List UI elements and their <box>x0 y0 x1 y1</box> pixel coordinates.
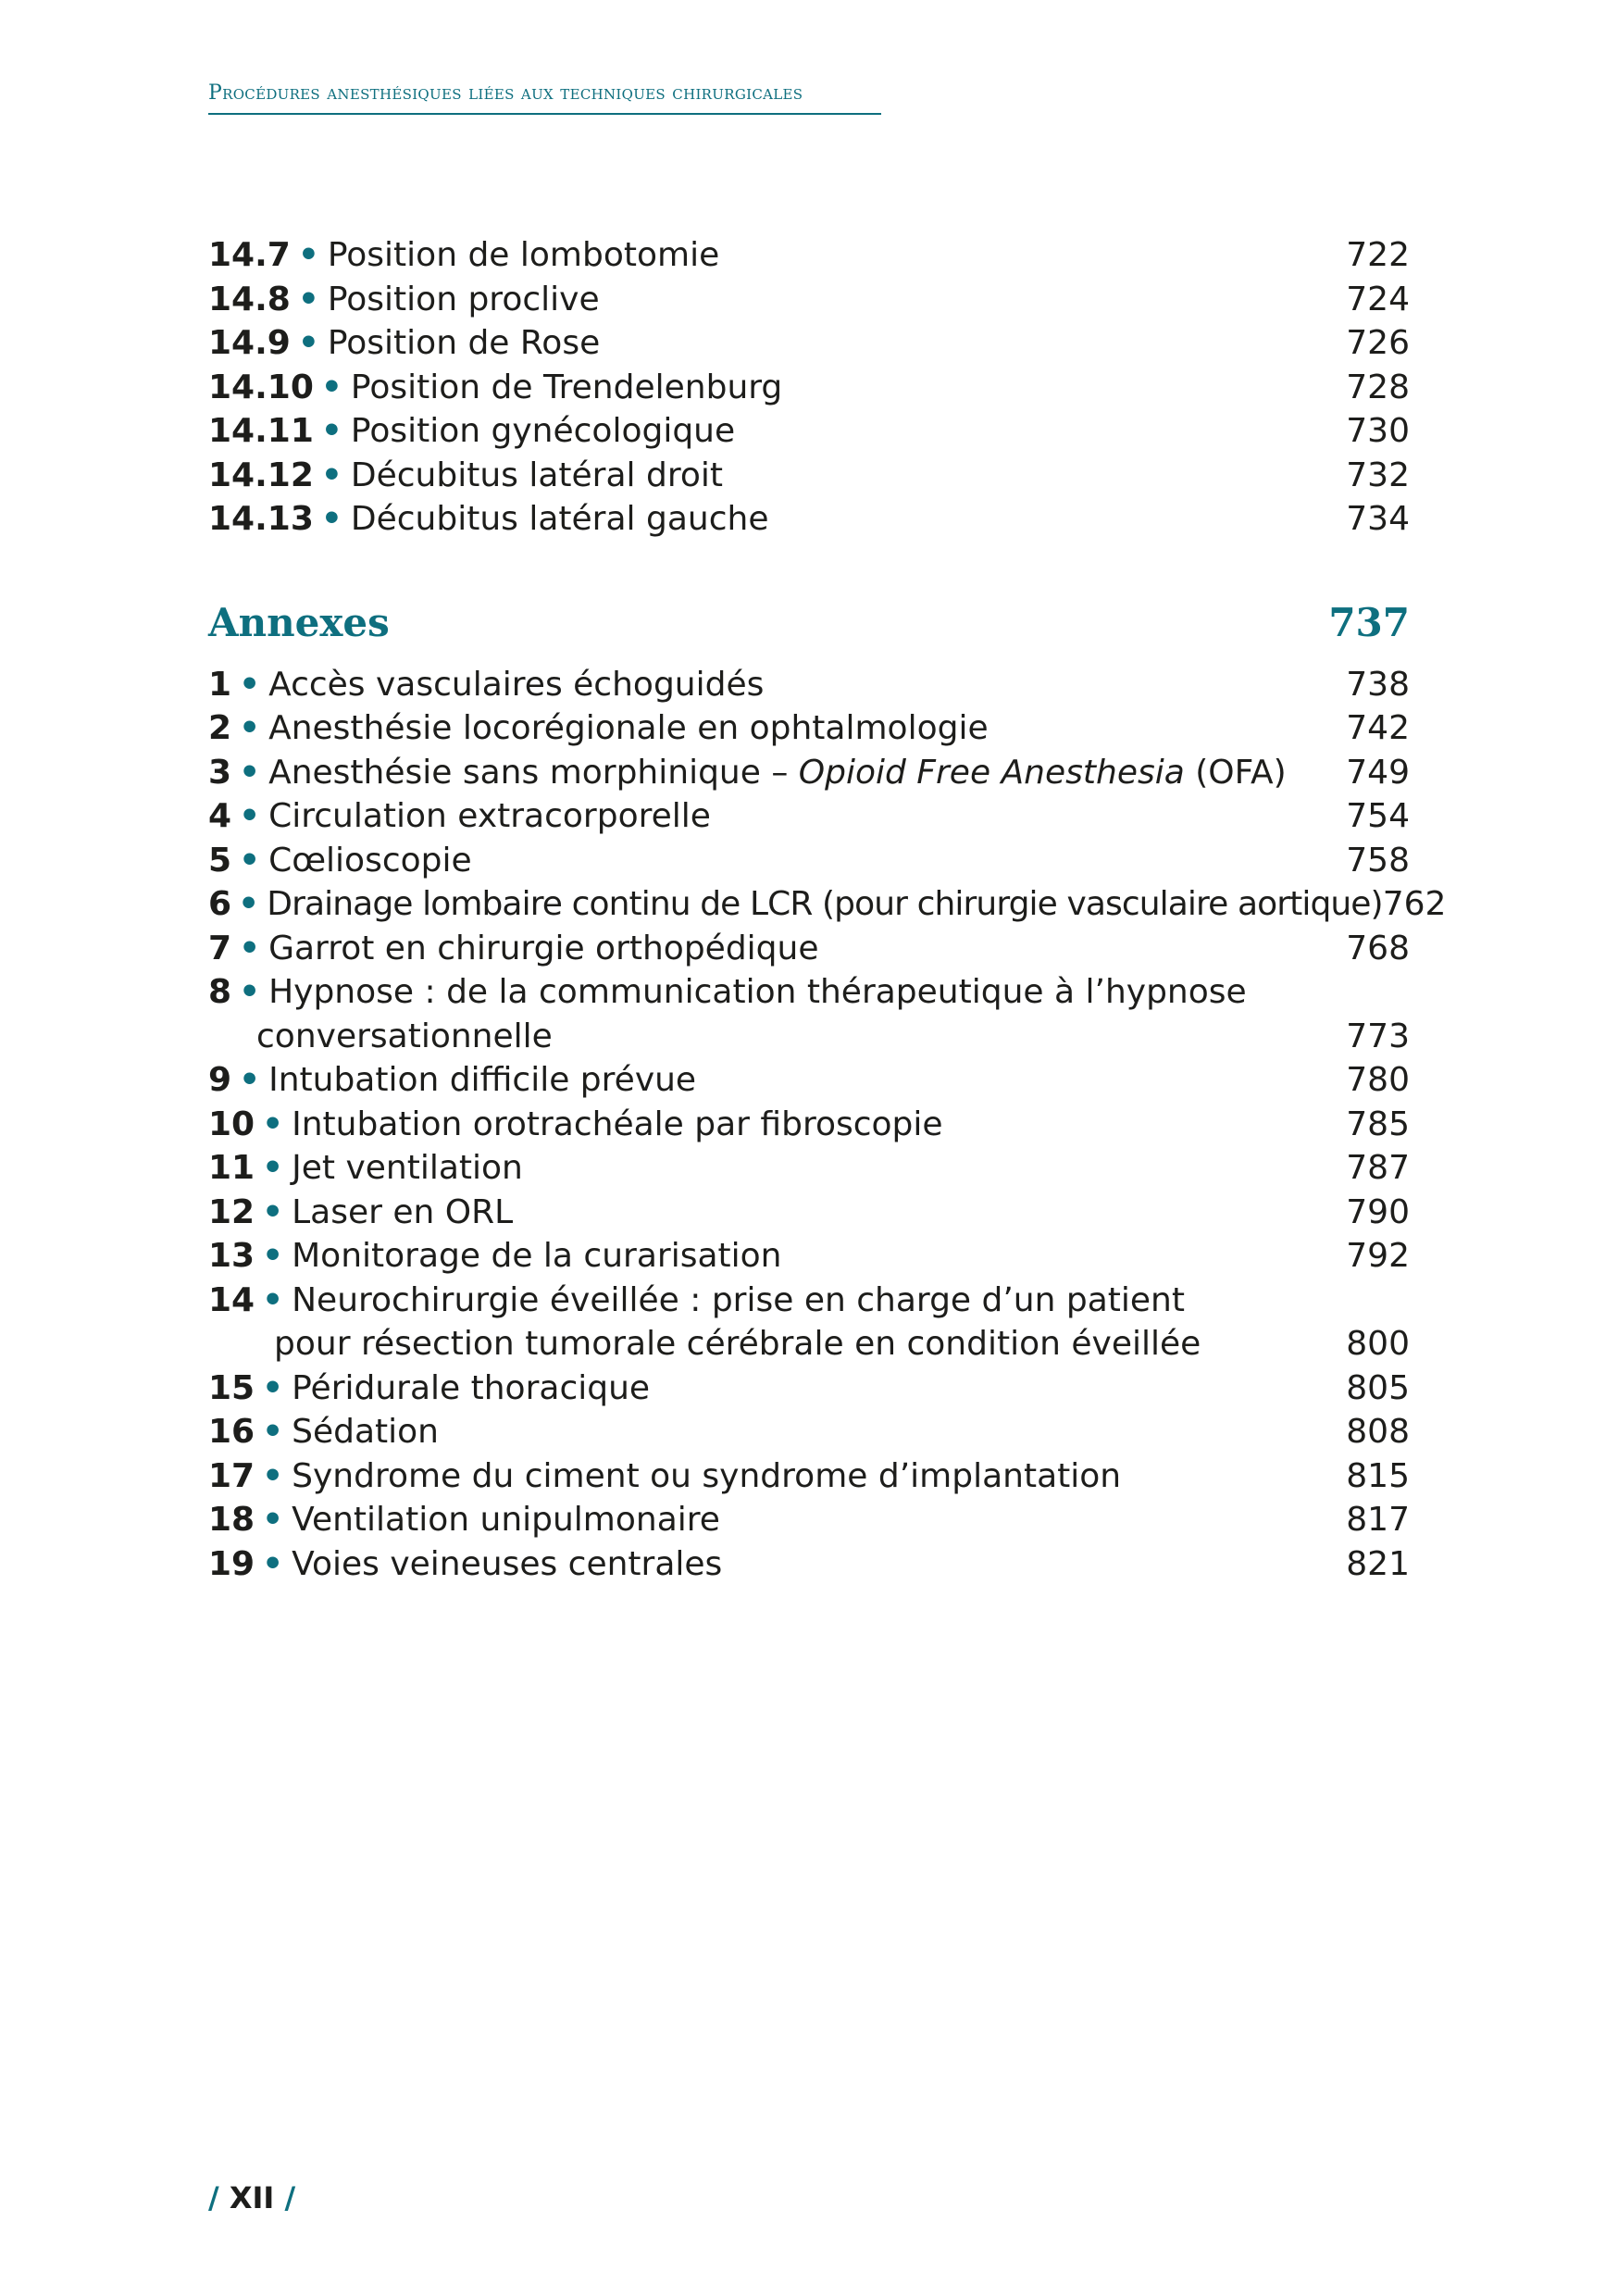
entry-number: 14.12 <box>208 455 314 494</box>
entry-page: 754 <box>1346 797 1410 835</box>
page-folio <box>208 2180 295 2215</box>
entry-title-part: (OFA) <box>1184 753 1287 792</box>
entry-page: 724 <box>1346 280 1410 318</box>
toc-entry[interactable] <box>208 927 1410 971</box>
bullet-icon: • <box>239 973 261 1011</box>
entry-number: 11 <box>208 1149 255 1187</box>
entry-title: Position proclive <box>327 280 600 318</box>
entry-number: 2 <box>208 709 232 747</box>
entry-number: 14 <box>208 1280 255 1319</box>
bullet-icon: • <box>297 280 319 318</box>
entry-number: 18 <box>208 1501 255 1539</box>
entry-page: 805 <box>1346 1368 1410 1407</box>
entry-number: 7 <box>208 929 232 967</box>
entry-number: 10 <box>208 1104 255 1143</box>
section-page: 737 <box>1328 599 1410 645</box>
entry-title: Hypnose : de la communication thérapeutique à l’hypnose <box>268 973 1247 1011</box>
entry-page: 780 <box>1346 1061 1410 1099</box>
toc-entry[interactable] <box>208 366 1410 410</box>
entry-page: 768 <box>1346 929 1410 967</box>
bullet-icon: • <box>262 1456 284 1495</box>
entry-page: 787 <box>1346 1149 1410 1187</box>
entry-number: 6 <box>208 885 231 923</box>
entry-number: 15 <box>208 1368 255 1407</box>
entry-page: 738 <box>1346 665 1410 704</box>
toc-entry[interactable] <box>208 970 1410 1058</box>
bullet-icon: • <box>239 929 261 967</box>
bullet-icon: • <box>262 1237 284 1275</box>
toc-entry[interactable] <box>208 1366 1410 1411</box>
entry-title: Neurochirurgie éveillée : prise en charge d’un patient <box>292 1280 1185 1319</box>
section-spacer <box>208 655 1410 663</box>
entry-title-continuation: conversationnelle <box>256 1017 553 1055</box>
entry-page: 790 <box>1346 1192 1410 1231</box>
bullet-icon: • <box>320 500 342 538</box>
bullet-icon: • <box>262 1413 284 1451</box>
entry-title: Monitorage de la curarisation <box>292 1237 782 1275</box>
entry-number: 14.13 <box>208 500 314 538</box>
toc-entry[interactable] <box>208 1279 1410 1366</box>
bullet-icon: • <box>262 1149 284 1187</box>
toc-entry[interactable] <box>208 409 1410 454</box>
entry-page: 722 <box>1346 236 1410 274</box>
entry-number: 12 <box>208 1192 255 1231</box>
toc-entry[interactable] <box>208 1498 1410 1542</box>
entry-title: Laser en ORL <box>292 1192 514 1231</box>
toc-entry[interactable] <box>208 751 1410 795</box>
entry-page: 808 <box>1346 1413 1410 1451</box>
entry-title-part: Anesthésie sans morphinique – <box>268 753 799 792</box>
entry-page: 726 <box>1346 324 1410 362</box>
section-heading[interactable] <box>208 600 1410 655</box>
toc-entry[interactable] <box>208 839 1410 883</box>
entry-number: 16 <box>208 1413 255 1451</box>
entry-page: 734 <box>1346 500 1410 538</box>
entry-title: Accès vasculaires échoguidés <box>268 665 765 704</box>
entry-page: 762 <box>1382 885 1447 923</box>
entry-number: 8 <box>208 973 232 1011</box>
entry-page: 749 <box>1346 753 1410 792</box>
entry-number: 14.8 <box>208 280 291 318</box>
entry-page: 821 <box>1346 1544 1410 1583</box>
entry-title: Sédation <box>292 1413 439 1451</box>
bullet-icon: • <box>262 1501 284 1539</box>
toc-entry[interactable] <box>208 1146 1410 1191</box>
toc-entry[interactable] <box>208 1234 1410 1279</box>
entry-page: 792 <box>1346 1237 1410 1275</box>
entry-number: 13 <box>208 1237 255 1275</box>
bullet-icon: • <box>239 797 261 835</box>
entry-title-italic: Opioid Free Anesthesia <box>798 753 1185 792</box>
entry-number: 1 <box>208 665 232 704</box>
bullet-icon: • <box>262 1368 284 1407</box>
toc-entry[interactable] <box>208 454 1410 498</box>
toc-entry[interactable] <box>208 794 1410 839</box>
bullet-icon: • <box>238 885 259 923</box>
bullet-icon: • <box>239 841 261 880</box>
bullet-icon: • <box>320 368 342 406</box>
bullet-icon: • <box>320 455 342 494</box>
entry-page: 773 <box>1346 1017 1410 1055</box>
entry-page: 817 <box>1346 1501 1410 1539</box>
entry-number: 5 <box>208 841 232 880</box>
bullet-icon: • <box>239 665 261 704</box>
toc-entry[interactable] <box>208 882 1447 927</box>
toc-entry[interactable] <box>208 663 1410 707</box>
entry-number: 17 <box>208 1456 255 1495</box>
toc-entry[interactable] <box>208 1103 1410 1147</box>
entry-page: 730 <box>1346 412 1410 450</box>
entry-title: Anesthésie locorégionale en ophtalmologie <box>268 709 989 747</box>
toc-entry[interactable] <box>208 233 1410 278</box>
toc-entry[interactable] <box>208 1191 1410 1235</box>
entry-title-continuation: pour résection tumorale cérébrale en condition éveillée <box>274 1325 1201 1363</box>
bullet-icon: • <box>262 1280 284 1319</box>
entry-page: 785 <box>1346 1104 1410 1143</box>
entry-page: 800 <box>1346 1325 1410 1363</box>
toc-entry[interactable] <box>208 1058 1410 1103</box>
bullet-icon: • <box>262 1192 284 1231</box>
entry-title: Décubitus latéral droit <box>350 455 723 494</box>
entry-page: 742 <box>1346 709 1410 747</box>
bullet-icon: • <box>262 1104 284 1143</box>
entry-title: Jet ventilation <box>292 1149 523 1187</box>
entry-page: 732 <box>1346 455 1410 494</box>
toc-entry[interactable] <box>208 1410 1410 1454</box>
section-spacer <box>208 542 1410 600</box>
bullet-icon: • <box>297 236 319 274</box>
folio-number: XII <box>229 2180 275 2215</box>
folio-slash: / <box>208 2180 219 2215</box>
toc-entry[interactable] <box>208 1542 1410 1587</box>
entry-number: 14.7 <box>208 236 291 274</box>
entry-title: Intubation orotrachéale par fibroscopie <box>292 1104 943 1143</box>
entry-title: Péridurale thoracique <box>292 1368 651 1407</box>
entry-page: 728 <box>1346 368 1410 406</box>
toc-entry[interactable] <box>208 1454 1410 1499</box>
toc-entry[interactable] <box>208 321 1410 366</box>
toc-entry[interactable] <box>208 706 1410 751</box>
entry-title: Intubation difficile prévue <box>268 1061 697 1099</box>
toc-entry[interactable] <box>208 278 1410 322</box>
table-of-contents <box>208 233 1447 1586</box>
entry-number: 14.9 <box>208 324 291 362</box>
entry-title: Ventilation unipulmonaire <box>292 1501 720 1539</box>
entry-title: Position de lombotomie <box>327 236 720 274</box>
entry-number: 9 <box>208 1061 232 1099</box>
entry-number: 3 <box>208 753 232 792</box>
bullet-icon: • <box>262 1544 284 1583</box>
toc-entry[interactable] <box>208 497 1410 542</box>
section-title: Annexes <box>208 599 390 645</box>
bullet-icon: • <box>239 1061 261 1099</box>
entry-title: Cœlioscopie <box>268 841 472 880</box>
entry-title: Syndrome du ciment ou syndrome d’implantation <box>292 1456 1122 1495</box>
entry-number: 19 <box>208 1544 255 1583</box>
entry-title: Circulation extracorporelle <box>268 797 711 835</box>
entry-title: Position de Rose <box>327 324 601 362</box>
entry-page: 815 <box>1346 1456 1410 1495</box>
entry-number: 4 <box>208 797 232 835</box>
running-header: Procédures anesthésiques liées aux techniques chirurgicales <box>208 81 803 105</box>
entry-title: Position gynécologique <box>350 412 736 450</box>
entry-page: 758 <box>1346 841 1410 880</box>
header-rule <box>208 113 881 115</box>
folio-slash: / <box>284 2180 296 2215</box>
bullet-icon: • <box>239 709 261 747</box>
bullet-icon: • <box>297 324 319 362</box>
entry-title: Drainage lombaire continu de LCR (pour chirurgie vasculaire aortique) <box>267 885 1383 923</box>
entry-title: Garrot en chirurgie orthopédique <box>268 929 819 967</box>
entry-title: Position de Trendelenburg <box>350 368 783 406</box>
entry-number: 14.11 <box>208 412 314 450</box>
entry-title: Voies veineuses centrales <box>292 1544 723 1583</box>
entry-number: 14.10 <box>208 368 314 406</box>
entry-title: Décubitus latéral gauche <box>350 500 769 538</box>
bullet-icon: • <box>239 753 261 792</box>
bullet-icon: • <box>320 412 342 450</box>
